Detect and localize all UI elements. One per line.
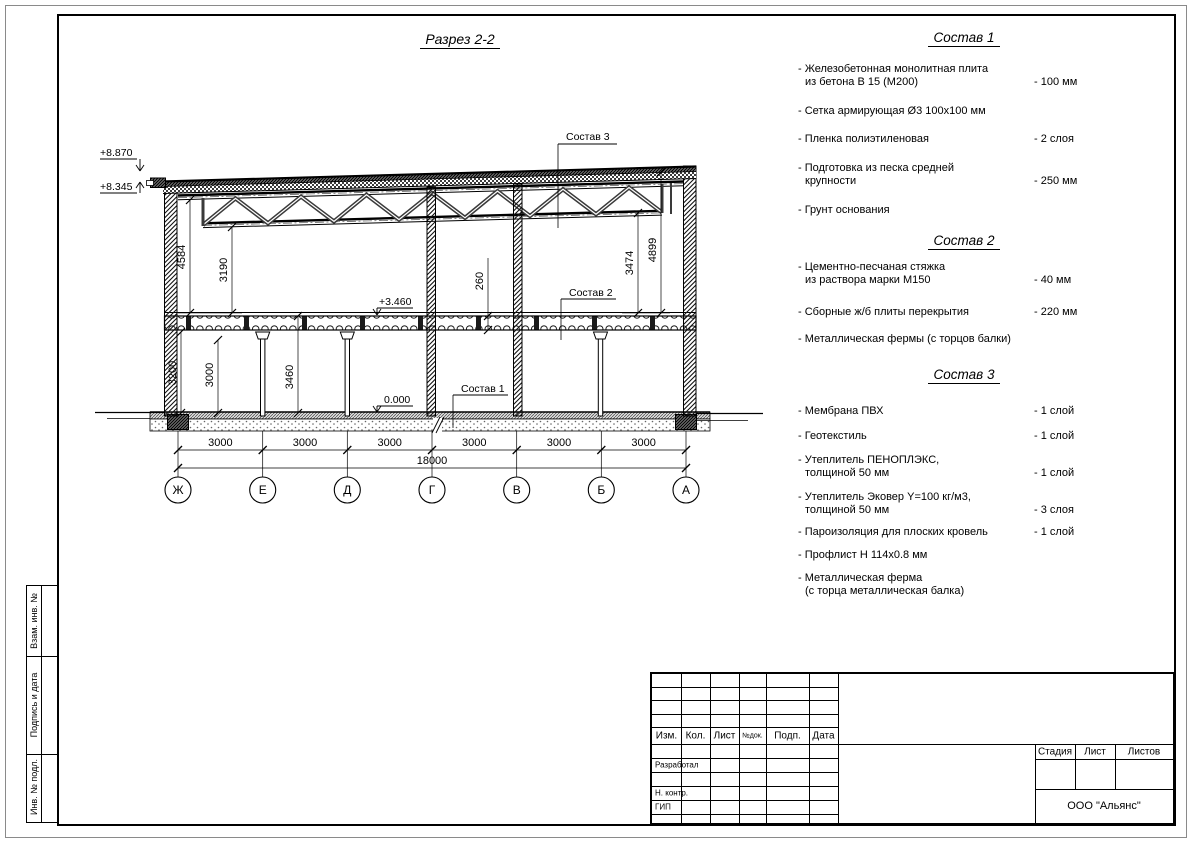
spec-item-text: - Грунт основания	[798, 204, 890, 216]
stamp-label-vzam: Взам. инв. №	[29, 593, 39, 649]
title-block	[650, 672, 1175, 825]
tb-col-izm: Изм.	[655, 730, 678, 741]
axis-label: Д	[343, 483, 352, 497]
spec-item-text: - Мембрана ПВХ	[798, 405, 884, 417]
elevation-roof-low: +8.345	[100, 181, 133, 193]
spec-item-value: - 1 слой	[1034, 405, 1075, 417]
spec-item-text: (с торца металлическая балка)	[805, 585, 965, 597]
spec-item-value: - 2 слоя	[1034, 133, 1075, 145]
dim-left-inner: 3190	[218, 257, 230, 283]
wall-right	[684, 166, 697, 416]
spec-item	[798, 491, 1130, 517]
spec-item-value: - 1 слой	[1034, 430, 1075, 442]
spec-item-text: крупности	[805, 175, 857, 187]
elevation-roof-high: +8.870	[100, 147, 133, 159]
spec-item-text: - Металлическая ферма	[798, 572, 923, 584]
spec-item	[798, 63, 1130, 89]
tb-stage-header: Стадия	[1037, 746, 1073, 758]
axis-label: Б	[597, 483, 606, 497]
dim-span: 3000	[377, 437, 402, 449]
spec3-title: Состав 3	[798, 367, 1130, 384]
stamp-label-inv: Инв. № подл.	[29, 758, 39, 816]
callout-sostav1: Состав 1	[461, 383, 505, 395]
dim-total: 18000	[416, 455, 448, 467]
spec-item-text: - Геотекстиль	[798, 430, 867, 442]
tb-col-kol: Кол.	[685, 730, 706, 741]
tb-col-data: Дата	[812, 730, 835, 741]
elevation-zero: 0.000	[384, 394, 411, 406]
tb-role-gip: ГИП	[655, 802, 671, 812]
drawing-title: Разрез 2-2	[425, 31, 495, 47]
spec-item-text: - Пленка полиэтиленовая	[798, 133, 929, 145]
spec-item-value: - 40 мм	[1034, 274, 1072, 286]
spec-item-text: - Подготовка из песка средней	[798, 162, 954, 174]
tb-sheet-header: Лист	[1084, 746, 1106, 758]
foundation-block-right	[676, 415, 697, 430]
dim-span: 3000	[462, 437, 487, 449]
spec-item-text: из бетона В 15 (М200)	[805, 76, 918, 88]
tb-col-podp: Подп.	[774, 730, 801, 741]
dim-right-inner: 3474	[624, 250, 636, 276]
spec-item	[798, 105, 1130, 118]
dim-left-outer: 4584	[176, 244, 188, 270]
dim-gf-a: 3200	[167, 360, 179, 386]
spec-item	[798, 333, 1130, 346]
spec-item	[798, 204, 1130, 217]
tb-role-ncontrol: Н. контр.	[655, 788, 689, 798]
spec1-title: Состав 1	[798, 30, 1130, 47]
spec-item-text: - Утеплитель ПЕНОПЛЭКС,	[798, 454, 940, 466]
left-stamp	[26, 585, 58, 823]
spec-item	[798, 572, 1130, 598]
tb-role-developed: Разработал	[655, 760, 699, 770]
tb-sheets-header: Листов	[1127, 746, 1161, 758]
axis-label: Ж	[172, 483, 184, 497]
vertical-dimension-labels	[167, 238, 659, 389]
spec-item	[798, 454, 1130, 480]
spec-item	[798, 261, 1130, 287]
dim-slab-thickness: 260	[474, 271, 486, 291]
elevation-floor2: +3.460	[379, 296, 412, 308]
dim-span: 3000	[631, 437, 656, 449]
dim-span: 3000	[546, 437, 572, 449]
column-axis-v	[514, 184, 523, 416]
dim-span: 3000	[208, 437, 233, 449]
spec-item-text: толщиной 50 мм	[805, 467, 890, 479]
dim-gf-b: 3000	[204, 362, 216, 388]
spec-item	[798, 162, 1130, 188]
spec-item-text: толщиной 50 мм	[805, 504, 890, 516]
spec-item	[798, 526, 1130, 539]
stamp-label-podpis: Подпись и дата	[29, 672, 39, 738]
spec-item-text: - Пароизоляция для плоских кровель	[798, 526, 988, 538]
section-drawing	[0, 0, 780, 545]
tb-company-name: ООО "Альянс"	[1067, 800, 1141, 812]
spec-item	[798, 133, 1130, 146]
spec-item-value: - 100 мм	[1034, 76, 1078, 88]
column-axis-g	[427, 187, 436, 416]
spec-item-value: - 1 слой	[1034, 526, 1075, 538]
spec2-title: Состав 2	[798, 233, 1130, 250]
spec-item-text: из раствора марки М150	[805, 274, 931, 286]
spec-item-value: - 250 мм	[1034, 175, 1078, 187]
dim-gf-c: 3460	[284, 364, 296, 390]
spec-item	[798, 430, 1130, 443]
spec-item-text: - Железобетонная монолитная плита	[798, 63, 989, 75]
dim-span: 3000	[292, 437, 318, 449]
axis-label: В	[512, 483, 521, 497]
axis-label: Е	[258, 483, 267, 497]
tb-col-list: Лист	[713, 730, 736, 741]
spec-item-text: - Сборные ж/б плиты перекрытия	[798, 306, 969, 318]
axis-label: Г	[428, 483, 436, 497]
spec-item-text: - Сетка армирующая Ø3 100х100 мм	[798, 105, 986, 117]
spec-item	[798, 549, 1130, 562]
dim-right-outer: 4899	[647, 237, 659, 263]
spec-item-text: - Цементно-песчаная стяжка	[798, 261, 946, 273]
axis-label: А	[681, 483, 691, 497]
spec-item-value: - 220 мм	[1034, 306, 1078, 318]
spec-item-value: - 1 слой	[1034, 467, 1075, 479]
tb-col-ndok: №док.	[742, 732, 763, 739]
spec-item-value: - 3 слоя	[1034, 504, 1075, 516]
spec-panel	[798, 30, 1130, 598]
spec-item-text: - Утеплитель Эковер Y=100 кг/м3,	[798, 491, 971, 503]
spec-item	[798, 405, 1130, 418]
spec-item-text: - Профлист Н 114х0.8 мм	[798, 549, 928, 561]
spec-item-text: - Металлическая фермы (с торцов балки)	[798, 333, 1011, 345]
callout-sostav3: Состав 3	[566, 131, 610, 143]
spec-item	[798, 306, 1130, 319]
callout-sostav2: Состав 2	[569, 287, 613, 299]
